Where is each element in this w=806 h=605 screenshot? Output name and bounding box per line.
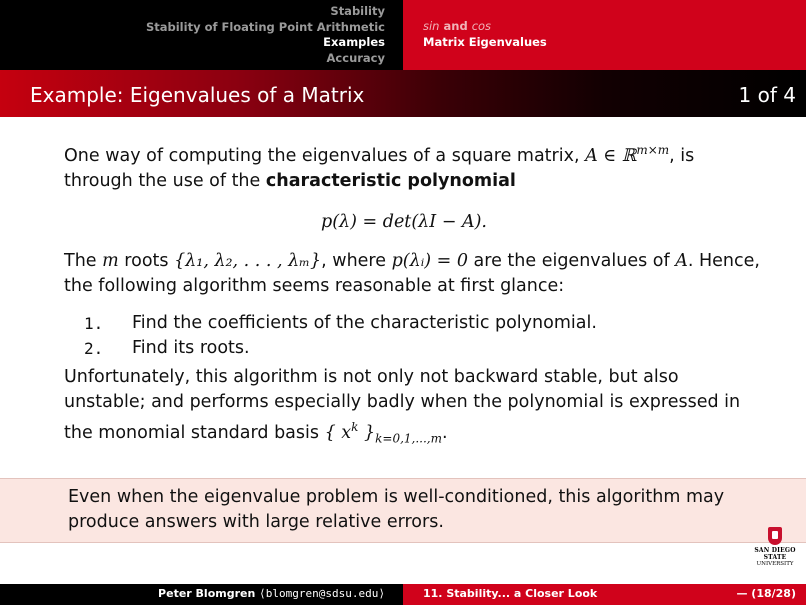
unstable-text: Unfortunately, this algorithm is not only not backward stable, but also unstable; and performs especially badly when the polynomial is expressed in the monomial standard basis [64, 366, 741, 443]
root-condition-math: p(λᵢ) = 0 [391, 250, 468, 271]
section-list [146, 4, 385, 66]
roots-text-5: . Hence, the following algorithm seems reasonable at first glance: [64, 250, 760, 296]
alert-box [0, 478, 806, 543]
nav-subsection-matrix-eigenvalues[interactable]: Matrix Eigenvalues [423, 34, 547, 49]
footer-author [158, 587, 385, 600]
step-number: 1. [84, 313, 104, 333]
step-number: 2. [84, 338, 104, 358]
algorithm-steps [84, 311, 764, 361]
sdsu-logo [751, 527, 799, 567]
university-crest-icon [768, 527, 782, 545]
frame-title: Example: Eigenvalues of a Matrix [30, 83, 365, 107]
author-email[interactable]: ⟨blomgren@sdsu.edu⟩ [259, 587, 385, 600]
paragraph-unstable [64, 365, 764, 451]
matrix-dim-superscript: m×m [636, 143, 670, 157]
list-item [84, 311, 764, 336]
header-navigation [0, 0, 806, 70]
footer-left [0, 584, 403, 605]
intro-text: One way of computing the eigenvalues of a square matrix, [64, 145, 586, 166]
characteristic-equation: p(λ) = det(λI − A). [321, 211, 487, 232]
m-math: m [102, 250, 119, 271]
nav-subsection-sin-cos[interactable] [423, 19, 547, 35]
characteristic-polynomial-term: characteristic polynomial [265, 170, 516, 191]
logo-line-1: SAN DIEGO STATE [754, 547, 796, 561]
roots-text-4: are the eigenvalues of [467, 250, 676, 271]
alert-text: Even when the eigenvalue problem is well-conditioned, this algorithm may produce answers with large relative errors. [68, 487, 725, 532]
intro-text-2: , is through the use of the [64, 145, 695, 191]
nav-section-stability[interactable]: Stability [330, 4, 385, 18]
nav-section-accuracy[interactable]: Accuracy [326, 50, 385, 65]
footer-section-title[interactable]: 11. Stability... a Closer Look [423, 587, 598, 600]
footer-page-number: — (18/28) [736, 587, 796, 600]
sin-label: sin [423, 19, 440, 33]
roots-set-math: {λ₁, λ₂, . . . , λₘ} [174, 250, 322, 271]
cos-label: cos [471, 19, 492, 33]
basis-close-math: } [358, 422, 376, 443]
logo-line-2: UNIVERSITY [756, 561, 794, 567]
slide-content [64, 138, 764, 451]
paragraph-roots [64, 249, 764, 299]
footer [0, 584, 806, 605]
author-name: Peter Blomgren [158, 587, 256, 600]
nav-section-floating-point[interactable]: Stability of Floating Point Arithmetic [145, 19, 385, 34]
and-label: and [443, 19, 468, 33]
frame-counter: 1 of 4 [738, 83, 796, 107]
basis-superscript: k [351, 419, 359, 434]
basis-open-math: { x [324, 422, 352, 443]
step-text: Find the coefficients of the characteristic polynomial. [132, 312, 597, 333]
roots-text-2: roots [118, 250, 175, 271]
list-item [84, 336, 764, 361]
footer-right [403, 584, 806, 605]
period: . [442, 422, 448, 443]
matrix-set-math: A ∈ ℝ [585, 145, 637, 166]
subsection-list [423, 19, 547, 50]
header-right-panel [403, 0, 806, 70]
roots-text-3: , where [321, 250, 392, 271]
roots-text-1: The [64, 250, 103, 271]
a-math: A [675, 250, 688, 271]
step-text: Find its roots. [132, 337, 250, 358]
frame-title-bar [0, 70, 806, 117]
header-left-panel [0, 0, 403, 70]
basis-subscript: k=0,1,...,m [375, 431, 443, 446]
paragraph-intro [64, 138, 764, 194]
nav-section-examples[interactable]: Examples [323, 35, 385, 49]
